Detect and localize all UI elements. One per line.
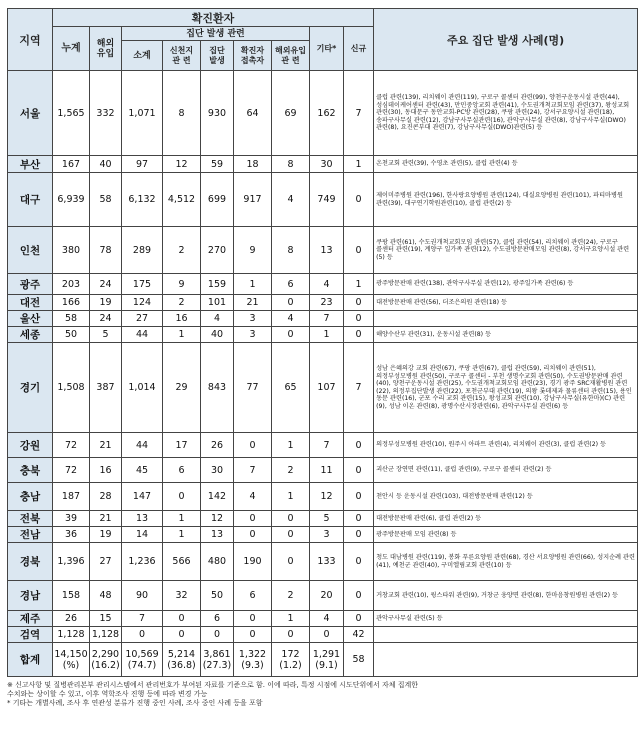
table-row	[8, 627, 638, 643]
cumulative-cell: 380	[53, 227, 90, 274]
table-row	[8, 343, 638, 433]
total-imported-related-cell: 172 (1.2)	[272, 643, 310, 677]
other-cell: 162	[310, 71, 344, 156]
cumulative-cell: 1,565	[53, 71, 90, 156]
imported-related-cell: 4	[272, 173, 310, 227]
cumulative-cell: 1,508	[53, 343, 90, 433]
imported-related-cell: 0	[272, 327, 310, 343]
major-cases-cell: 해양수산부 관련(31), 운동시설 관련(8) 등	[374, 327, 638, 343]
header-confirmed: 확진환자	[53, 9, 374, 27]
header-group-outbreak: 집단 발생	[201, 41, 234, 71]
table-row	[8, 327, 638, 343]
other-cell: 4	[310, 611, 344, 627]
subtotal-cell: 6,132	[122, 173, 163, 227]
table-row	[8, 173, 638, 227]
imported-cell: 40	[90, 156, 122, 173]
group-outbreak-cell: 13	[201, 527, 234, 543]
subtotal-cell: 175	[122, 274, 163, 295]
imported-cell: 15	[90, 611, 122, 627]
header-cluster: 집단 발생 관련	[122, 27, 310, 41]
new-cell: 0	[344, 433, 374, 458]
table-row	[8, 433, 638, 458]
group-outbreak-cell: 101	[201, 295, 234, 311]
imported-cell: 28	[90, 483, 122, 511]
new-cell: 0	[344, 173, 374, 227]
new-cell: 7	[344, 71, 374, 156]
new-cell: 0	[344, 527, 374, 543]
major-cases-cell: 의정부성모병원 관련(10), 원주시 아파트 관련(4), 리치웨이 관련(3), 클럽 관련(2) 등	[374, 433, 638, 458]
contact-cell: 77	[234, 343, 272, 433]
contact-cell: 3	[234, 327, 272, 343]
contact-cell: 3	[234, 311, 272, 327]
shincheonji-cell: 32	[163, 581, 201, 611]
shincheonji-cell: 0	[163, 611, 201, 627]
subtotal-cell: 1,236	[122, 543, 163, 581]
footnotes	[7, 681, 637, 708]
new-cell: 0	[344, 611, 374, 627]
major-cases-cell: 괴산군 장연면 관련(11), 클럽 관련(9), 구로구 콜센터 관련(2) 등	[374, 458, 638, 483]
imported-related-cell: 6	[272, 274, 310, 295]
major-cases-cell: 광주방문판매 모임 관련(8) 등	[374, 527, 638, 543]
table-row	[8, 483, 638, 511]
contact-cell: 9	[234, 227, 272, 274]
other-cell: 23	[310, 295, 344, 311]
major-cases-cell: 온천교회 관련(39), 수영초 관련(5), 클럽 관련(4) 등	[374, 156, 638, 173]
imported-related-cell: 8	[272, 156, 310, 173]
shincheonji-cell: 12	[163, 156, 201, 173]
imported-cell: 58	[90, 173, 122, 227]
new-cell: 0	[344, 511, 374, 527]
imported-cell: 5	[90, 327, 122, 343]
table-row	[8, 274, 638, 295]
imported-cell: 19	[90, 295, 122, 311]
major-cases-cell: 광주방문판매 관련(138), 관악구사무실 관련(12), 광주일가족 관련(6) 등	[374, 274, 638, 295]
other-cell: 3	[310, 527, 344, 543]
total-contact-cell: 1,322 (9.3)	[234, 643, 272, 677]
cumulative-cell: 72	[53, 458, 90, 483]
new-cell: 1	[344, 274, 374, 295]
group-outbreak-cell: 142	[201, 483, 234, 511]
header-shincheonji: 신천지 관 련	[163, 41, 201, 71]
subtotal-cell: 90	[122, 581, 163, 611]
region-cell: 부산	[8, 156, 53, 173]
other-cell: 7	[310, 433, 344, 458]
shincheonji-cell: 2	[163, 227, 201, 274]
other-cell: 11	[310, 458, 344, 483]
cumulative-cell: 36	[53, 527, 90, 543]
imported-cell: 24	[90, 274, 122, 295]
table-row	[8, 581, 638, 611]
cumulative-cell: 203	[53, 274, 90, 295]
shincheonji-cell: 2	[163, 295, 201, 311]
total-group-outbreak-cell: 3,861 (27.3)	[201, 643, 234, 677]
header-major-cases: 주요 집단 발생 사례(명)	[374, 9, 638, 71]
region-cell: 전북	[8, 511, 53, 527]
imported-related-cell: 2	[272, 458, 310, 483]
page	[7, 8, 637, 708]
subtotal-cell: 13	[122, 511, 163, 527]
other-cell: 7	[310, 311, 344, 327]
region-cell: 경북	[8, 543, 53, 581]
other-cell: 13	[310, 227, 344, 274]
cumulative-cell: 26	[53, 611, 90, 627]
cumulative-cell: 50	[53, 327, 90, 343]
table-row	[8, 511, 638, 527]
major-cases-cell: 청도 대남병원 관련(119), 봉화 푸른요양원 관련(68), 경산 서요양병원 관련(66), 성지순례 관련(41), 예천군 관련(40), 구미엘림교회 관련(10) 등	[374, 543, 638, 581]
group-outbreak-cell: 270	[201, 227, 234, 274]
major-cases-cell: 제이미주병원 관련(196), 한사랑요양병원 관련(124), 대실요양병원 관련(101), 파티마병원 관련(39), 대구연기학원관련(10), 클럽 관련(2) 등	[374, 173, 638, 227]
other-cell: 12	[310, 483, 344, 511]
total-subtotal-cell: 10,569 (74.7)	[122, 643, 163, 677]
region-cell: 울산	[8, 311, 53, 327]
table-body	[8, 71, 638, 677]
imported-related-cell: 8	[272, 227, 310, 274]
shincheonji-cell: 566	[163, 543, 201, 581]
region-cell: 충남	[8, 483, 53, 511]
other-cell: 749	[310, 173, 344, 227]
region-cell: 경남	[8, 581, 53, 611]
imported-related-cell: 1	[272, 483, 310, 511]
contact-cell: 917	[234, 173, 272, 227]
total-other-cell: 1,291 (9.1)	[310, 643, 344, 677]
table-row	[8, 156, 638, 173]
total-new-cell: 58	[344, 643, 374, 677]
new-cell: 0	[344, 227, 374, 274]
new-cell: 0	[344, 311, 374, 327]
contact-cell: 0	[234, 527, 272, 543]
confirmed-cases-table	[7, 8, 638, 677]
header-cumulative: 누계	[53, 27, 90, 71]
subtotal-cell: 147	[122, 483, 163, 511]
cumulative-cell: 1,128	[53, 627, 90, 643]
imported-related-cell: 0	[272, 543, 310, 581]
region-cell: 제주	[8, 611, 53, 627]
table-row	[8, 311, 638, 327]
header-new: 신규	[344, 27, 374, 71]
imported-cell: 387	[90, 343, 122, 433]
contact-cell: 190	[234, 543, 272, 581]
other-cell: 0	[310, 627, 344, 643]
imported-cell: 19	[90, 527, 122, 543]
contact-cell: 4	[234, 483, 272, 511]
new-cell: 0	[344, 458, 374, 483]
imported-related-cell: 4	[272, 311, 310, 327]
header-contact: 확진자 접촉자	[234, 41, 272, 71]
major-cases-cell	[374, 311, 638, 327]
group-outbreak-cell: 0	[201, 627, 234, 643]
shincheonji-cell: 1	[163, 527, 201, 543]
group-outbreak-cell: 480	[201, 543, 234, 581]
subtotal-cell: 45	[122, 458, 163, 483]
major-cases-cell	[374, 627, 638, 643]
region-cell: 광주	[8, 274, 53, 295]
group-outbreak-cell: 50	[201, 581, 234, 611]
new-cell: 0	[344, 581, 374, 611]
shincheonji-cell: 16	[163, 311, 201, 327]
major-cases-cell: 쿠팡 관련(61), 수도권개척교회모임 관련(57), 클럽 관련(54), 리치웨이 관련(24), 구로구 콜센터 관련(19), 계양구 일가족 관련(12), 수도권방문판매모임 관련(8), 강서구요양시설 관련(5) 등	[374, 227, 638, 274]
group-outbreak-cell: 59	[201, 156, 234, 173]
table-row	[8, 543, 638, 581]
imported-related-cell: 69	[272, 71, 310, 156]
major-cases-cell: 성남 은혜의강 교회 관련(67), 쿠팡 관련(67), 클럽 관련(59), 리치웨이 관련(51), 의정부성모병원 관련(50), 구로구 콜센터 - 부천 생명수교회 관련(50), 수도권방문판매 관련(40), 양천구운동시설 관련(25), 수도권개척교회모임 관련(23), 경기 광주 SRC재활병원 관련(22), 의정부집단발생 관련(22), 포천군부대 관련(19), 의왕 롯데제과 물류센터 관련(15), 용인 동문 관련(16), 군포 수리 교회 관련(15), 왕성교회 관련(10), 강남구사무실(유한마)(C) 관련(9), 성남 이온 관련(8), 광명수산시장관련(6), 관악구사무실 관련(6) 등	[374, 343, 638, 433]
imported-related-cell: 1	[272, 433, 310, 458]
group-outbreak-cell: 843	[201, 343, 234, 433]
new-cell: 0	[344, 295, 374, 311]
contact-cell: 64	[234, 71, 272, 156]
contact-cell: 0	[234, 611, 272, 627]
major-cases-cell: 천안시 등 운동시설 관련(103), 대전방문판매 관련(12) 등	[374, 483, 638, 511]
total-imported-cell: 2,290 (16.2)	[90, 643, 122, 677]
new-cell: 0	[344, 543, 374, 581]
group-outbreak-cell: 930	[201, 71, 234, 156]
cumulative-cell: 6,939	[53, 173, 90, 227]
subtotal-cell: 0	[122, 627, 163, 643]
shincheonji-cell: 0	[163, 627, 201, 643]
contact-cell: 0	[234, 511, 272, 527]
group-outbreak-cell: 699	[201, 173, 234, 227]
region-cell: 서울	[8, 71, 53, 156]
region-cell: 충북	[8, 458, 53, 483]
shincheonji-cell: 4,512	[163, 173, 201, 227]
subtotal-cell: 44	[122, 327, 163, 343]
shincheonji-cell: 1	[163, 327, 201, 343]
major-cases-cell: 대전방문판매 관련(6), 클럽 관련(2) 등	[374, 511, 638, 527]
table-row	[8, 611, 638, 627]
subtotal-cell: 1,071	[122, 71, 163, 156]
contact-cell: 7	[234, 458, 272, 483]
cumulative-cell: 166	[53, 295, 90, 311]
footnote: 수치와는 상이할 수 있고, 이후 역학조사 진행 등에 따라 변경 가능	[7, 690, 208, 698]
other-cell: 1	[310, 327, 344, 343]
table-row	[8, 71, 638, 156]
table-row	[8, 227, 638, 274]
header-other: 기타*	[310, 27, 344, 71]
total-row	[8, 643, 638, 677]
region-cell: 강원	[8, 433, 53, 458]
header-imported: 해외 유입	[90, 27, 122, 71]
other-cell: 20	[310, 581, 344, 611]
cumulative-cell: 167	[53, 156, 90, 173]
subtotal-cell: 7	[122, 611, 163, 627]
footnote: ※ 신고사항 및 질병관리본부 관리시스템에서 관리번호가 부여된 자료를 기준으로 함. 이에 따라, 특정 시점에 시도단위에서 자체 집계한	[7, 681, 419, 689]
imported-cell: 21	[90, 433, 122, 458]
group-outbreak-cell: 12	[201, 511, 234, 527]
shincheonji-cell: 8	[163, 71, 201, 156]
total-label: 합계	[8, 643, 53, 677]
other-cell: 133	[310, 543, 344, 581]
other-cell: 30	[310, 156, 344, 173]
cumulative-cell: 158	[53, 581, 90, 611]
header-subtotal: 소계	[122, 41, 163, 71]
new-cell: 1	[344, 156, 374, 173]
new-cell: 0	[344, 483, 374, 511]
header-region: 지역	[8, 9, 53, 71]
shincheonji-cell: 1	[163, 511, 201, 527]
subtotal-cell: 124	[122, 295, 163, 311]
imported-related-cell: 0	[272, 511, 310, 527]
total-shincheonji-cell: 5,214 (36.8)	[163, 643, 201, 677]
group-outbreak-cell: 4	[201, 311, 234, 327]
subtotal-cell: 44	[122, 433, 163, 458]
cumulative-cell: 58	[53, 311, 90, 327]
imported-cell: 27	[90, 543, 122, 581]
imported-related-cell: 0	[272, 295, 310, 311]
new-cell: 0	[344, 327, 374, 343]
imported-related-cell: 1	[272, 611, 310, 627]
contact-cell: 21	[234, 295, 272, 311]
imported-related-cell: 65	[272, 343, 310, 433]
table-row	[8, 527, 638, 543]
region-cell: 대구	[8, 173, 53, 227]
subtotal-cell: 14	[122, 527, 163, 543]
group-outbreak-cell: 26	[201, 433, 234, 458]
cumulative-cell: 72	[53, 433, 90, 458]
shincheonji-cell: 9	[163, 274, 201, 295]
group-outbreak-cell: 159	[201, 274, 234, 295]
table-row	[8, 458, 638, 483]
total-cumulative-cell: 14,150 (%)	[53, 643, 90, 677]
group-outbreak-cell: 40	[201, 327, 234, 343]
footnote: * 기타는 개별사례, 조사 후 연관성 분류가 진행 중인 사례, 조사 중인 사례 등을 포함	[7, 699, 263, 707]
shincheonji-cell: 6	[163, 458, 201, 483]
region-cell: 대전	[8, 295, 53, 311]
imported-related-cell: 0	[272, 527, 310, 543]
imported-cell: 332	[90, 71, 122, 156]
header-imported-related: 해외유입 관 련	[272, 41, 310, 71]
major-cases-cell: 관악구사무실 관련(5) 등	[374, 611, 638, 627]
shincheonji-cell: 0	[163, 483, 201, 511]
imported-cell: 78	[90, 227, 122, 274]
new-cell: 7	[344, 343, 374, 433]
contact-cell: 0	[234, 627, 272, 643]
shincheonji-cell: 29	[163, 343, 201, 433]
imported-cell: 24	[90, 311, 122, 327]
imported-cell: 21	[90, 511, 122, 527]
imported-cell: 1,128	[90, 627, 122, 643]
contact-cell: 1	[234, 274, 272, 295]
subtotal-cell: 27	[122, 311, 163, 327]
region-cell: 검역	[8, 627, 53, 643]
major-cases-cell: 대전방문판매 관련(56), 더조은의원 관련(18) 등	[374, 295, 638, 311]
cumulative-cell: 187	[53, 483, 90, 511]
group-outbreak-cell: 30	[201, 458, 234, 483]
contact-cell: 6	[234, 581, 272, 611]
region-cell: 인천	[8, 227, 53, 274]
new-cell: 42	[344, 627, 374, 643]
other-cell: 4	[310, 274, 344, 295]
major-cases-cell: 거창교회 관련(10), 윙스타워 관련(9), 거창군 웅양면 관련(8), 한마음창원병원 관련(2) 등	[374, 581, 638, 611]
contact-cell: 18	[234, 156, 272, 173]
region-cell: 경기	[8, 343, 53, 433]
cumulative-cell: 39	[53, 511, 90, 527]
cumulative-cell: 1,396	[53, 543, 90, 581]
total-cases-cell	[374, 643, 638, 677]
subtotal-cell: 289	[122, 227, 163, 274]
imported-related-cell: 0	[272, 627, 310, 643]
subtotal-cell: 1,014	[122, 343, 163, 433]
imported-cell: 48	[90, 581, 122, 611]
contact-cell: 0	[234, 433, 272, 458]
major-cases-cell: 클럽 관련(139), 리치웨이 관련(119), 구로구 콜센터 관련(99), 양천구운동시설 관련(44), 성심데이케어센터 관련(43), 만민중앙교회 관련(41), 수도권개척교회모임 관련(37), 왕성교회 관련(30), 동대문구 동안교회-PC방 관련(28), 쿠팡 관련(24), 강서구요양시설 관련(18), 송파구사무실 관련(12), 강남구사무실관련(16), 관악구사무실 관련(8), 강남구사무실(DWO) 관련(8), 요진콘부대 관련(7), 강남구사무실(DWO)관련(5) 등	[374, 71, 638, 156]
subtotal-cell: 97	[122, 156, 163, 173]
region-cell: 세종	[8, 327, 53, 343]
region-cell: 전남	[8, 527, 53, 543]
group-outbreak-cell: 6	[201, 611, 234, 627]
other-cell: 5	[310, 511, 344, 527]
shincheonji-cell: 17	[163, 433, 201, 458]
imported-cell: 16	[90, 458, 122, 483]
other-cell: 107	[310, 343, 344, 433]
table-row	[8, 295, 638, 311]
imported-related-cell: 2	[272, 581, 310, 611]
